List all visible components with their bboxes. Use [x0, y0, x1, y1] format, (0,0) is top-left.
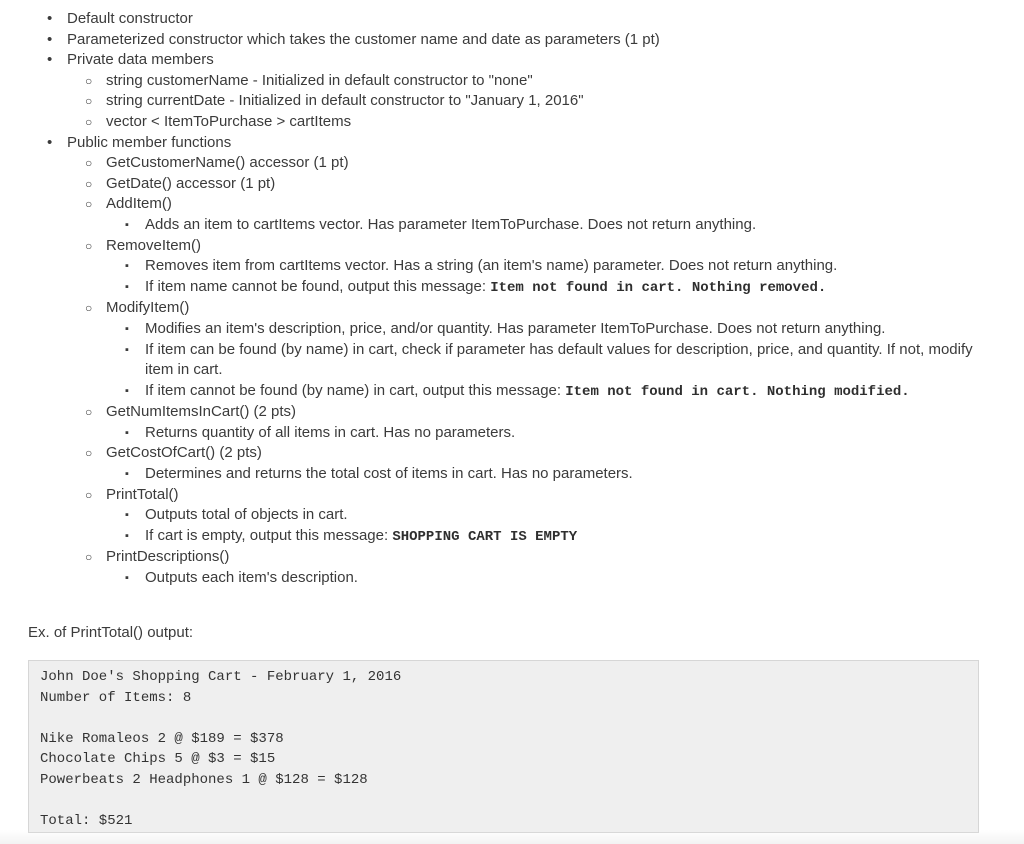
- bullet-icon: ▪: [125, 218, 129, 231]
- list-item-text: PrintDescriptions(): [106, 548, 230, 566]
- bullet-icon: ▪: [125, 384, 129, 397]
- list-item-level-3: [0, 568, 1024, 589]
- list-item-level-3: [0, 505, 1024, 526]
- bullet-icon: ▪: [125, 322, 129, 335]
- list-item-text: Determines and returns the total cost of items in cart. Has no parameters.: [145, 465, 633, 483]
- list-item-text: GetDate() accessor (1 pt): [106, 174, 276, 192]
- list-item-text: string customerName - Initialized in default constructor to "none": [106, 71, 533, 89]
- list-item-level-3: [0, 381, 1024, 403]
- list-item-level-2: [0, 485, 1024, 506]
- code-line: Chocolate Chips 5 @ $3 = $15: [40, 751, 276, 768]
- list-item-level-1: [0, 133, 1024, 154]
- list-item-level-3: [0, 256, 1024, 277]
- list-item-text: Modifies an item's description, price, and/or quantity. Has parameter ItemToPurchase. Does not return anything.: [145, 319, 886, 337]
- list-item-level-1: [0, 50, 1024, 71]
- list-item-text: Returns quantity of all items in cart. Has no parameters.: [145, 423, 516, 441]
- list-item-level-2: [0, 547, 1024, 568]
- bullet-icon: ○: [85, 301, 93, 316]
- bullet-icon: ○: [85, 156, 93, 171]
- bullet-icon: ○: [85, 197, 93, 212]
- list-item-text: string currentDate - Initialized in default constructor to "January 1, 2016": [106, 92, 584, 110]
- list-item-text: GetNumItemsInCart() (2 pts): [106, 403, 297, 421]
- list-item-level-2: [0, 174, 1024, 195]
- code-line: Total: $521: [40, 813, 133, 830]
- list-item-text: Outputs total of objects in cart.: [145, 506, 348, 524]
- list-item-text: ModifyItem(): [106, 299, 190, 317]
- list-item-level-2: [0, 298, 1024, 319]
- list-item-level-1: [0, 30, 1024, 51]
- inline-code-message: Item not found in cart. Nothing modified.: [565, 383, 910, 400]
- bullet-icon: ○: [85, 446, 93, 461]
- bullet-icon: ▪: [125, 509, 129, 522]
- list-item-level-2: [0, 71, 1024, 92]
- list-item-text: GetCostOfCart() (2 pts): [106, 444, 262, 462]
- list-item-level-2: [0, 153, 1024, 174]
- list-item-level-3: [0, 423, 1024, 444]
- bullet-icon: •: [47, 30, 53, 48]
- bullet-icon: ▪: [125, 280, 129, 293]
- bullet-icon: ▪: [125, 260, 129, 273]
- code-line: [40, 791, 967, 812]
- example-label: Ex. of PrintTotal() output:: [28, 624, 194, 641]
- list-item-text: AddItem(): [106, 195, 172, 213]
- list-item-text: Public member functions: [67, 133, 232, 151]
- list-item-level-3: [0, 277, 1024, 299]
- list-item-text: RemoveItem(): [106, 236, 202, 254]
- bullet-icon: ○: [85, 73, 93, 88]
- bullet-icon: •: [47, 10, 53, 27]
- bullet-icon: ▪: [125, 529, 129, 542]
- bullet-icon: ○: [85, 114, 93, 129]
- example-output-code-block: [28, 660, 979, 833]
- list-item-text: Parameterized constructor which takes the customer name and date as parameters (1 pt): [67, 30, 660, 48]
- list-item-text: GetCustomerName() accessor (1 pt): [106, 154, 349, 172]
- list-item-level-2: [0, 112, 1024, 133]
- list-item-text: If item can be found (by name) in cart, check if parameter has default values for description, price, and quantity. If not, modify item in cart.: [145, 340, 973, 379]
- bullet-icon: ○: [85, 238, 93, 253]
- list-item-text: Outputs each item's description.: [145, 569, 358, 587]
- list-item-level-2: [0, 194, 1024, 215]
- code-line: John Doe's Shopping Cart - February 1, 2016: [40, 669, 402, 685]
- bullet-icon: •: [47, 51, 53, 69]
- bullet-icon: ▪: [125, 343, 129, 356]
- list-item-level-3: [0, 215, 1024, 236]
- list-item-level-3: [0, 464, 1024, 485]
- inline-code-message: SHOPPING CART IS EMPTY: [392, 528, 578, 545]
- bullet-icon: ○: [85, 176, 93, 191]
- bullet-icon: ○: [85, 487, 93, 502]
- code-line: Powerbeats 2 Headphones 1 @ $128 = $128: [40, 771, 368, 788]
- inline-code-message: Item not found in cart. Nothing removed.: [490, 279, 827, 296]
- list-item-text: PrintTotal(): [106, 485, 179, 503]
- list-item-text: vector < ItemToPurchase > cartItems: [106, 112, 352, 130]
- list-item-level-2: [0, 236, 1024, 257]
- list-item-level-2: [0, 91, 1024, 112]
- bullet-icon: •: [47, 133, 53, 151]
- list-item-text: Removes item from cartItems vector. Has a string (an item's name) parameter. Does not return anything.: [145, 257, 838, 275]
- bullet-icon: ○: [85, 405, 93, 420]
- list-item-text: If cart is empty, output this message:: [145, 526, 393, 544]
- bullet-icon: ▪: [125, 572, 129, 585]
- list-item-level-3: [0, 526, 1024, 548]
- bottom-shadow: [0, 830, 1024, 844]
- list-item-text: Default constructor: [67, 10, 193, 27]
- list-item-level-2: [0, 443, 1024, 464]
- list-item-text: Adds an item to cartItems vector. Has parameter ItemToPurchase. Does not return anything.: [145, 215, 757, 233]
- list-item-text: If item name cannot be found, output this message:: [145, 277, 491, 295]
- list-item-level-3: [0, 319, 1024, 340]
- code-line: Number of Items: 8: [40, 689, 192, 706]
- code-line: [40, 708, 967, 729]
- code-line: Nike Romaleos 2 @ $189 = $378: [40, 730, 284, 747]
- list-item-text: Private data members: [67, 51, 214, 69]
- bullet-icon: ▪: [125, 468, 129, 481]
- list-item-level-2: [0, 402, 1024, 423]
- list-item-level-1: [0, 9, 1024, 30]
- list-item-text: If item cannot be found (by name) in cart, output this message:: [145, 381, 566, 399]
- bullet-icon: ▪: [125, 426, 129, 439]
- list-item-level-3: [0, 340, 1024, 381]
- bullet-icon: ○: [85, 94, 93, 109]
- requirements-list: [0, 9, 1024, 589]
- bullet-icon: ○: [85, 550, 93, 565]
